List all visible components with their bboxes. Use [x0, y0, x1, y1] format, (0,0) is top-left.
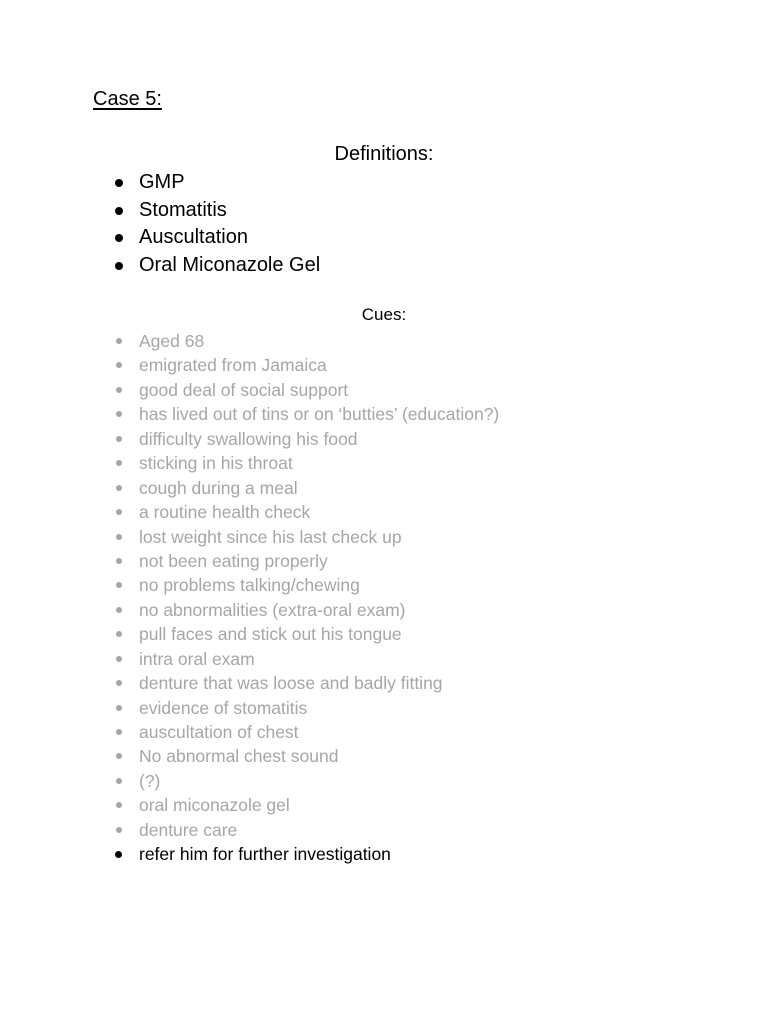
cue-item [112, 476, 499, 500]
cue-item-text: a routine health check [139, 502, 311, 523]
cue-item [112, 769, 499, 793]
cue-item [112, 573, 499, 597]
definition-item [112, 169, 320, 197]
definition-item-text: Auscultation [139, 226, 248, 249]
cue-item-text: denture that was loose and badly fitting [139, 673, 443, 694]
cues-list [112, 329, 499, 867]
bullet-icon [116, 656, 122, 662]
cue-item-text: no abnormalities (extra-oral exam) [139, 599, 406, 620]
cue-item [112, 402, 499, 426]
cue-item-text: oral miconazole gel [139, 795, 290, 816]
cue-item-text: lost weight since his last check up [139, 526, 402, 547]
bullet-icon [115, 851, 122, 858]
cue-item [112, 622, 499, 646]
bullet-icon [116, 631, 122, 637]
bullet-icon [116, 387, 122, 393]
cue-item [112, 451, 499, 475]
cue-item-text: intra oral exam [139, 648, 255, 669]
cue-item [112, 671, 499, 695]
cue-item-text: difficulty swallowing his food [139, 428, 358, 449]
cue-item-text: sticking in his throat [139, 453, 293, 474]
bullet-icon [115, 207, 123, 215]
cue-item-text: not been eating properly [139, 550, 328, 571]
bullet-icon [115, 179, 123, 187]
bullet-icon [116, 582, 122, 588]
definition-item-text: Oral Miconazole Gel [139, 254, 321, 277]
cue-item [112, 720, 499, 744]
bullet-icon [116, 729, 122, 735]
bullet-icon [116, 338, 122, 344]
bullet-icon [116, 802, 122, 808]
cue-item-text: cough during a meal [139, 477, 298, 498]
cue-item-final-text: refer him for further investigation [139, 844, 391, 865]
bullet-icon [116, 705, 122, 711]
bullet-icon [116, 436, 122, 442]
bullet-icon [116, 827, 122, 833]
cue-item [112, 744, 499, 768]
bullet-icon [116, 558, 122, 564]
cue-item-text: pull faces and stick out his tongue [139, 624, 402, 645]
cue-item [112, 329, 499, 353]
cue-item [112, 427, 499, 451]
bullet-icon [116, 509, 122, 515]
bullet-icon [116, 680, 122, 686]
bullet-icon [116, 534, 122, 540]
cue-item-text: auscultation of chest [139, 722, 299, 742]
cue-item-text: no problems talking/chewing [139, 575, 360, 596]
definition-item [112, 197, 320, 225]
definition-item [112, 224, 320, 252]
cue-item [112, 818, 499, 842]
cue-item-final [112, 842, 499, 866]
cue-item [112, 378, 499, 402]
cue-item-text: good deal of social support [139, 379, 349, 400]
cue-item-text: emigrated from Jamaica [139, 355, 327, 376]
cue-item-text: (?) [139, 770, 161, 791]
cue-item-text: No abnormal chest sound [139, 746, 339, 767]
bullet-icon [115, 262, 123, 270]
cue-item [112, 793, 499, 817]
bullet-icon [116, 778, 122, 784]
bullet-icon [116, 753, 122, 759]
cue-item [112, 549, 499, 573]
cue-item [112, 696, 499, 720]
cue-item-text: denture care [139, 819, 238, 840]
cue-item-text: evidence of stomatitis [139, 697, 308, 718]
cue-item [112, 353, 499, 377]
case-title: Case 5: [93, 88, 162, 110]
bullet-icon [116, 485, 122, 491]
bullet-icon [116, 411, 122, 417]
cue-item [112, 525, 499, 549]
cue-item-text: has lived out of tins or on ‘butties’ (education?) [139, 404, 500, 425]
cues-heading: Cues: [361, 305, 407, 324]
bullet-icon [116, 460, 122, 466]
definition-item [112, 252, 320, 280]
cue-item [112, 598, 499, 622]
cue-item [112, 647, 499, 671]
definitions-heading: Definitions: [334, 143, 434, 165]
definition-item-text: Stomatitis [139, 198, 227, 221]
bullet-icon [115, 234, 123, 242]
bullet-icon [116, 607, 122, 613]
definition-item-text: GMP [139, 171, 185, 193]
bullet-icon [116, 362, 122, 368]
definitions-list [112, 169, 320, 280]
cue-item-text: Aged 68 [139, 331, 205, 351]
cue-item [112, 500, 499, 524]
